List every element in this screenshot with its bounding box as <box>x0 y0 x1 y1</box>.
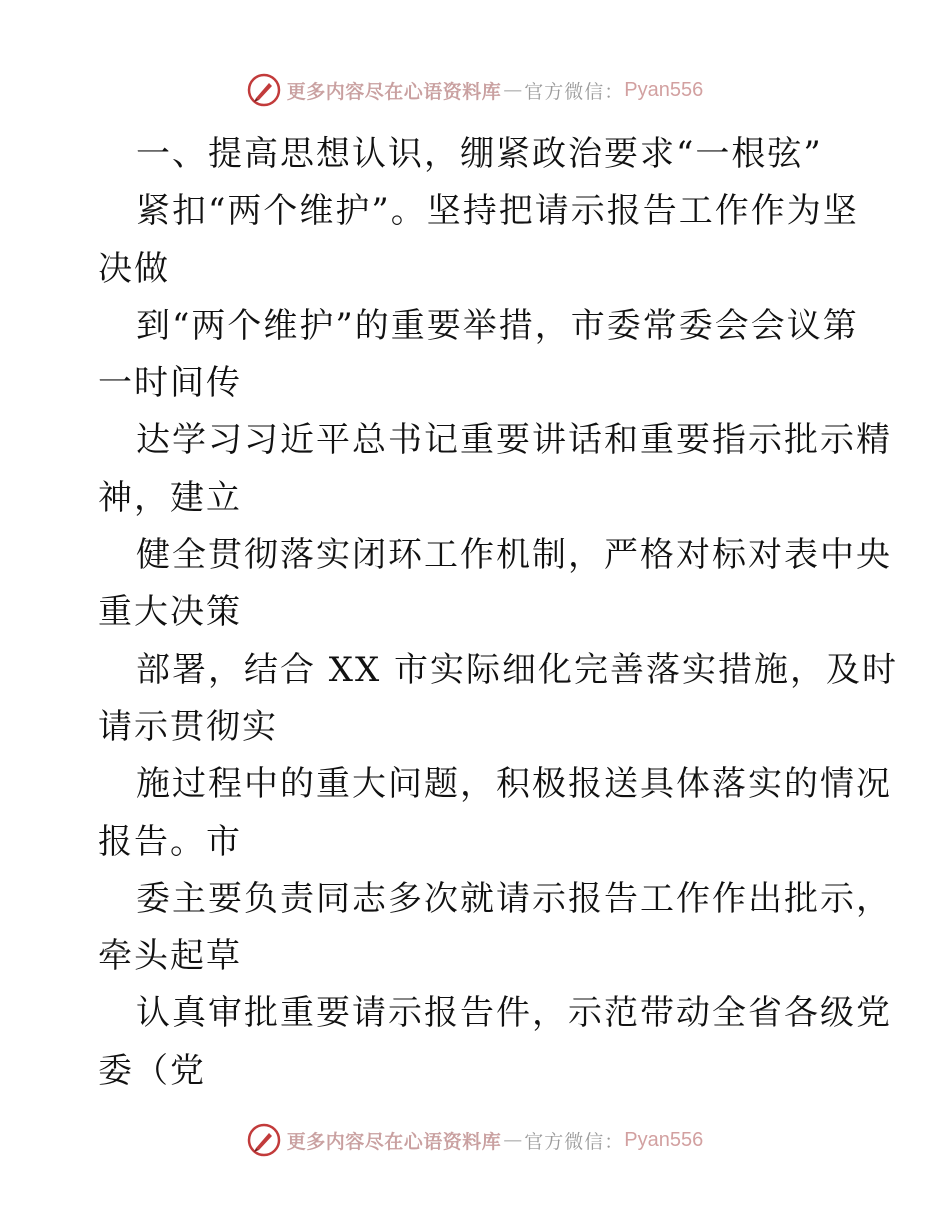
document-line: 决做 <box>98 248 170 289</box>
document-line: 一时间传 <box>98 363 242 404</box>
watermark-dash: — <box>503 1129 523 1151</box>
document-line: 紧扣“两个维护”。坚持把请示报告工作作为坚 <box>136 191 859 232</box>
document-line: 认真审批重要请示报告件，示范带动全省各级党 <box>136 993 892 1034</box>
document-line: 健全贯彻落实闭环工作机制，严格对标对表中央 <box>136 535 892 576</box>
document-body <box>98 126 899 1100</box>
document-line: 部署，结合 XX 市实际细化完善落实措施，及时 <box>136 649 899 690</box>
watermark-dash: — <box>503 79 523 101</box>
document-line: 委（党 <box>98 1050 206 1091</box>
pen-logo-icon <box>247 1123 281 1157</box>
document-line: 委主要负责同志多次就请示报告工作作出批示， <box>136 878 892 919</box>
watermark-wechat-id: Pyan556 <box>624 1128 704 1151</box>
document-line: 施过程中的重大问题，积极报送具体落实的情况 <box>136 764 892 805</box>
document-heading: 一、提高思想认识，绷紧政治要求“一根弦” <box>136 134 823 174</box>
watermark-brand: 更多内容尽在心语资料库 <box>286 1130 502 1153</box>
watermark-wechat-id: Pyan556 <box>624 78 704 101</box>
document-line: 报告。市 <box>98 821 242 862</box>
header-watermark <box>0 70 950 110</box>
watermark-label: 官方微信： <box>524 1130 625 1153</box>
footer-watermark <box>0 1120 950 1160</box>
watermark-label: 官方微信： <box>524 80 625 103</box>
pen-logo-icon <box>247 73 281 107</box>
document-line: 到“两个维护”的重要举措，市委常委会会议第 <box>136 305 859 346</box>
document-line: 请示贯彻实 <box>98 706 278 747</box>
document-line: 神，建立 <box>98 477 242 518</box>
watermark-brand: 更多内容尽在心语资料库 <box>286 80 502 103</box>
document-line: 重大决策 <box>98 592 242 633</box>
document-line: 达学习习近平总书记重要讲话和重要指示批示精 <box>136 420 892 461</box>
document-line: 牵头起草 <box>98 936 242 977</box>
